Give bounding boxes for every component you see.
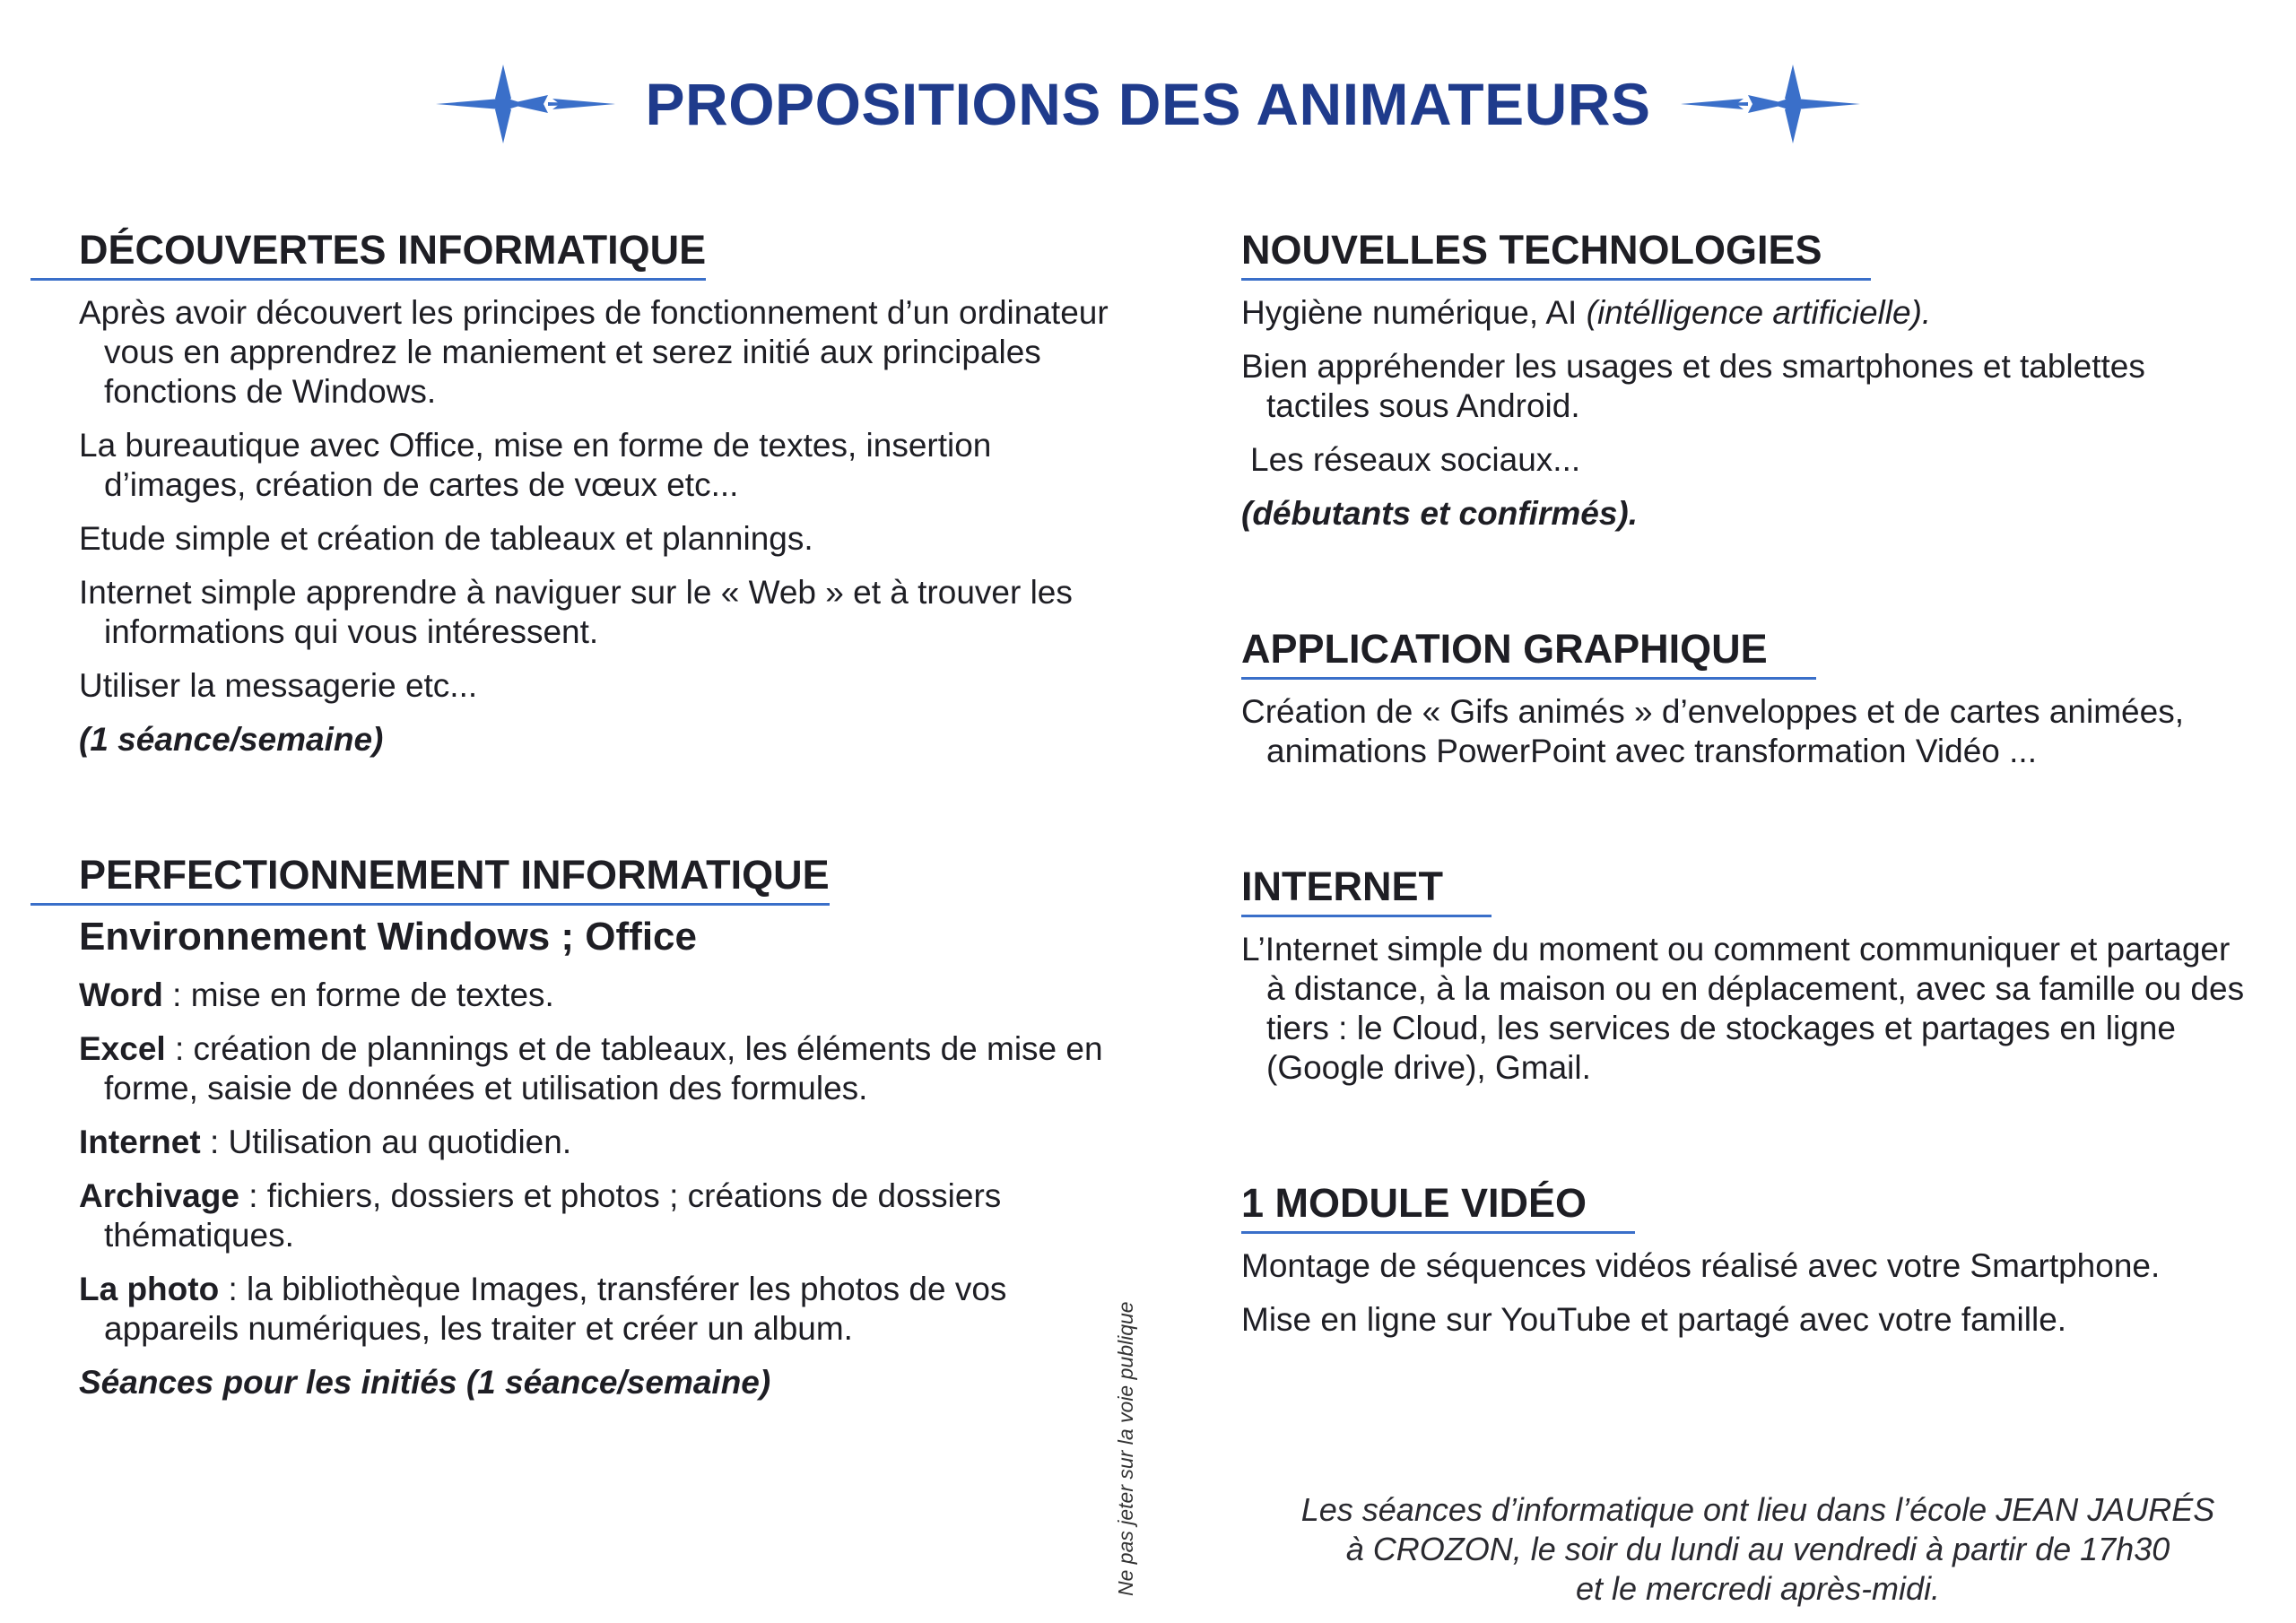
section-decouvertes xyxy=(79,224,1119,759)
list-item xyxy=(79,1270,1119,1349)
section-heading: 1 MODULE VIDÉO xyxy=(1241,1177,1635,1234)
list-item xyxy=(79,1176,1119,1255)
item-label: Internet xyxy=(79,1124,201,1160)
paragraph: Après avoir découvert les principes de fonctionnement d’un ordinateur vous en apprendrez le maniement et serez initié aux principales fonctions de Windows. xyxy=(79,294,1109,410)
item-label: Archivage xyxy=(79,1177,239,1214)
section-internet xyxy=(1241,861,2255,1088)
vertical-notice: Ne pas jeter sur la voie publique xyxy=(1114,1301,1137,1596)
left-column xyxy=(79,224,1119,1402)
paragraph: Création de « Gifs animés » d’enveloppes et de cartes animées, animations PowerPoint avec transformation Vidéo ... xyxy=(1241,693,2184,769)
session-note: Séances pour les initiés (1 séance/semaine) xyxy=(79,1364,771,1401)
item-label: La photo xyxy=(79,1271,220,1307)
paragraph xyxy=(1241,293,2255,333)
section-application-graphique xyxy=(1241,623,2255,771)
text-italic: (intélligence artificielle). xyxy=(1586,294,1932,331)
section-module-video xyxy=(1241,1177,2255,1340)
section-nouvelles-technologies xyxy=(1241,224,2255,534)
paragraph: Etude simple et création de tableaux et plannings. xyxy=(79,520,813,557)
paragraph: La bureautique avec Office, mise en forme de textes, insertion d’images, création de cartes de vœux etc... xyxy=(79,427,992,503)
compass-star-ornament-icon xyxy=(1681,59,1860,149)
list-item xyxy=(79,976,1119,1015)
footer-line: à CROZON, le soir du lundi au vendredi à partir de 17h30 xyxy=(1345,1531,2170,1567)
item-label: Excel xyxy=(79,1030,166,1067)
paragraph: L’Internet simple du moment ou comment communiquer et partager à distance, à la maison ou en déplacement, avec sa famille ou des tiers : le Cloud, les services de stockages et partages en ligne (Google drive), Gmail. xyxy=(1241,931,2245,1086)
section-subheading: Environnement Windows ; Office xyxy=(79,915,697,959)
right-column xyxy=(1241,224,2255,1340)
section-heading: NOUVELLES TECHNOLOGIES xyxy=(1241,224,1871,281)
paragraph: Utiliser la messagerie etc... xyxy=(79,667,478,704)
paragraph: Internet simple apprendre à naviguer sur le « Web » et à trouver les informations qui vous intéressent. xyxy=(79,574,1073,650)
list-item xyxy=(79,1029,1119,1108)
session-note: (1 séance/semaine) xyxy=(79,721,384,758)
section-heading: DÉCOUVERTES INFORMATIQUE xyxy=(30,224,706,281)
paragraph: Les réseaux sociaux... xyxy=(1250,441,1581,478)
compass-star-ornament-icon xyxy=(436,59,615,149)
paragraph: Bien appréhender les usages et des smartphones et tablettes tactiles sous Android. xyxy=(1241,348,2145,424)
item-text: : création de plannings et de tableaux, les éléments de mise en forme, saisie de données et utilisation des formules. xyxy=(104,1030,1103,1107)
paragraph: Mise en ligne sur YouTube et partagé avec votre famille. xyxy=(1241,1301,2067,1338)
section-heading: PERFECTIONNEMENT INFORMATIQUE xyxy=(30,849,830,906)
item-text: : fichiers, dossiers et photos ; créations de dossiers thématiques. xyxy=(104,1177,1002,1254)
section-heading: INTERNET xyxy=(1241,861,1492,917)
footer-info xyxy=(1238,1490,2278,1609)
session-note: (débutants et confirmés). xyxy=(1241,495,1638,532)
list-item xyxy=(79,1123,1119,1162)
item-text: : la bibliothèque Images, transférer les photos de vos appareils numériques, les traiter et créer un album. xyxy=(104,1271,1007,1347)
footer-line: Les séances d’informatique ont lieu dans l’école JEAN JAURÉS xyxy=(1300,1491,2215,1528)
text-plain: Hygiène numérique, AI xyxy=(1241,294,1587,331)
item-text: : mise en forme de textes. xyxy=(162,976,554,1013)
section-heading: APPLICATION GRAPHIQUE xyxy=(1241,623,1816,680)
page-header xyxy=(0,59,2296,149)
section-perfectionnement xyxy=(79,849,1119,1402)
paragraph: Montage de séquences vidéos réalisé avec votre Smartphone. xyxy=(1241,1247,2161,1284)
page-title: PROPOSITIONS DES ANIMATEURS xyxy=(645,71,1651,137)
item-label: Word xyxy=(79,976,163,1013)
item-text: : Utilisation au quotidien. xyxy=(200,1124,572,1160)
footer-line: et le mercredi après-midi. xyxy=(1575,1570,1941,1607)
